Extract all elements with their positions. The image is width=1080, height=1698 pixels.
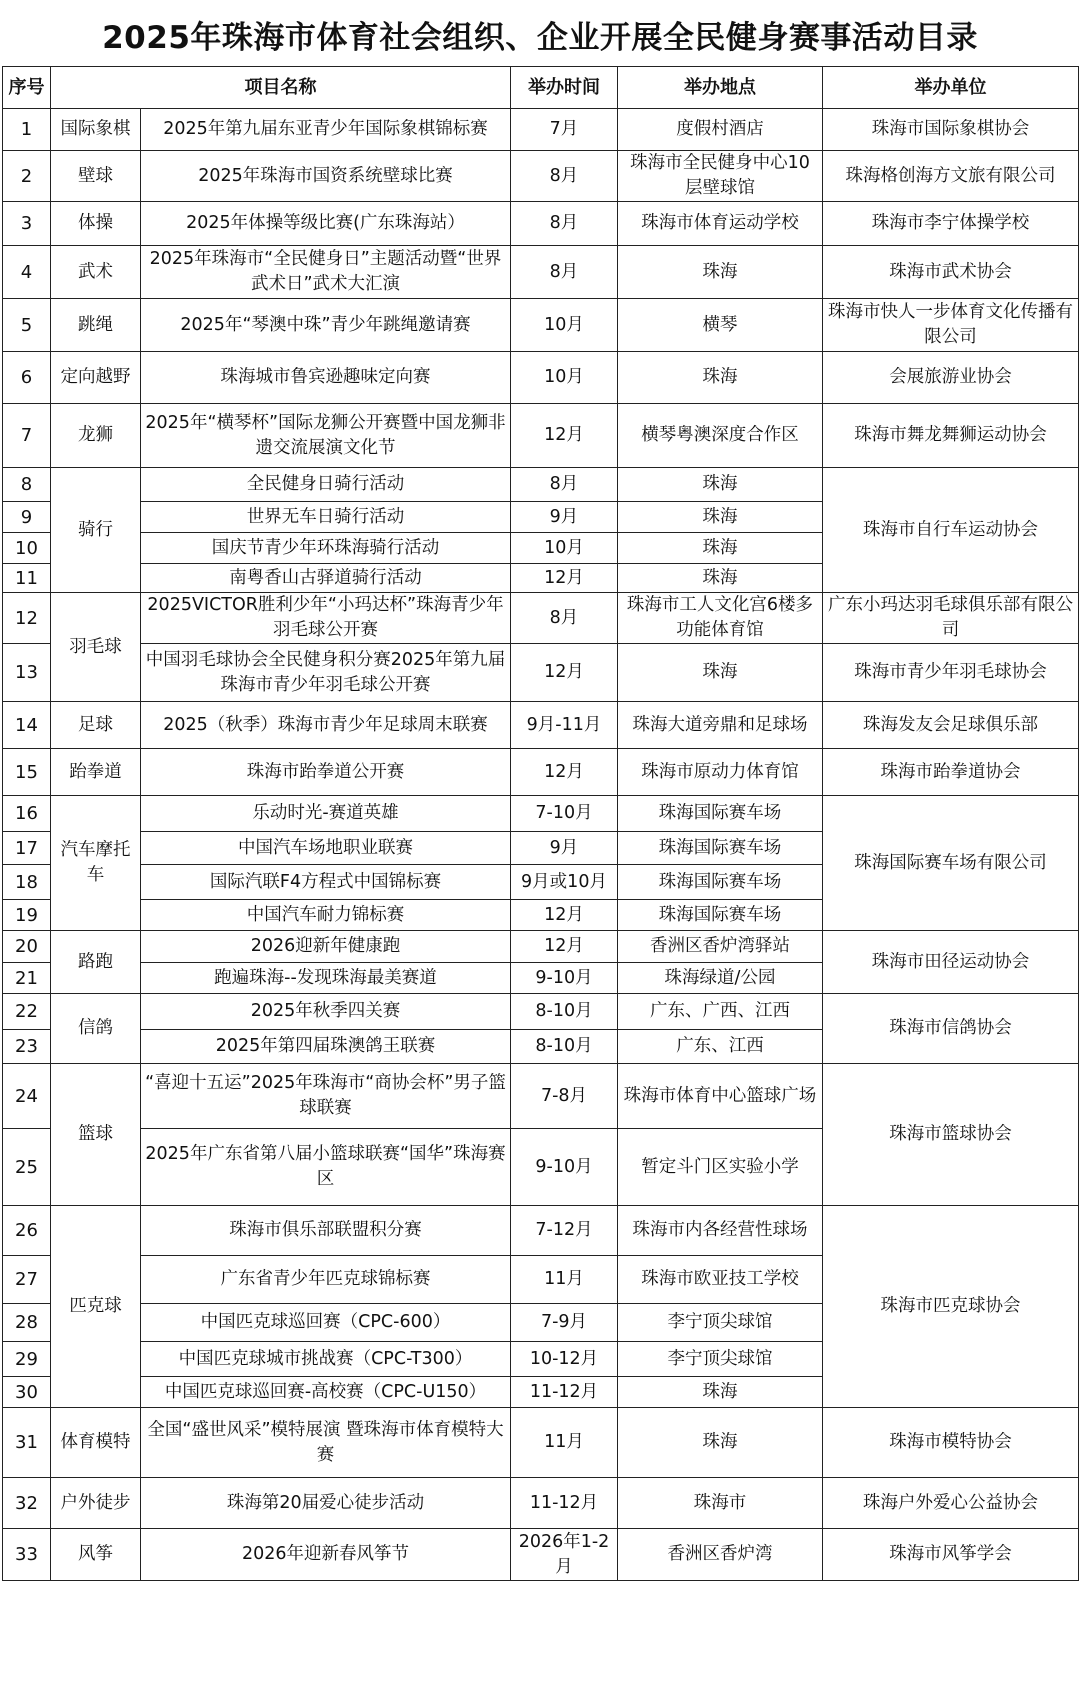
event-name-cell: 南粤香山古驿道骑行活动 [141,564,511,593]
event-time-cell: 12月 [511,900,618,931]
event-time-cell: 8月 [511,151,618,202]
category-cell: 足球 [51,702,141,749]
event-place-cell: 珠海市体育运动学校 [618,202,823,246]
row-number: 13 [3,644,51,702]
event-place-cell: 珠海 [618,533,823,564]
event-place-cell: 横琴粤澳深度合作区 [618,404,823,468]
event-place-cell: 珠海市内各经营性球场 [618,1206,823,1256]
organizer-cell: 珠海市跆拳道协会 [823,749,1079,796]
event-name-cell: 跑遍珠海--发现珠海最美赛道 [141,963,511,994]
event-time-cell: 8月 [511,593,618,644]
event-place-cell: 广东、广西、江西 [618,994,823,1030]
event-place-cell: 珠海 [618,246,823,299]
organizer-cell: 珠海市信鸽协会 [823,994,1079,1064]
event-place-cell: 李宁顶尖球馆 [618,1342,823,1377]
event-place-cell: 珠海市体育中心篮球广场 [618,1064,823,1129]
event-time-cell: 11-12月 [511,1478,618,1529]
event-place-cell: 珠海市全民健身中心10层壁球馆 [618,151,823,202]
event-time-cell: 2026年1-2月 [511,1529,618,1581]
row-number: 1 [3,109,51,151]
event-time-cell: 11-12月 [511,1377,618,1408]
table-row [3,151,1079,202]
organizer-cell: 会展旅游业协会 [823,352,1079,404]
event-place-cell: 珠海 [618,468,823,502]
event-name-cell: “喜迎十五运”2025年珠海市“商协会杯”男子篮球联赛 [141,1064,511,1129]
event-time-cell: 12月 [511,404,618,468]
event-name-cell: 中国汽车耐力锦标赛 [141,900,511,931]
event-place-cell: 珠海绿道/公园 [618,963,823,994]
category-cell: 信鸽 [51,994,141,1064]
header-place: 举办地点 [618,67,823,109]
row-number: 21 [3,963,51,994]
event-time-cell: 8-10月 [511,994,618,1030]
header-time: 举办时间 [511,67,618,109]
table-row [3,1529,1079,1581]
event-time-cell: 8月 [511,202,618,246]
event-name-cell: 2025（秋季）珠海市青少年足球周末联赛 [141,702,511,749]
row-number: 20 [3,931,51,963]
event-place-cell: 珠海大道旁鼎和足球场 [618,702,823,749]
event-place-cell: 珠海市工人文化宫6楼多功能体育馆 [618,593,823,644]
category-cell: 龙狮 [51,404,141,468]
category-cell: 武术 [51,246,141,299]
organizer-cell: 珠海发友会足球俱乐部 [823,702,1079,749]
table-row [3,796,1079,832]
table-row [3,1408,1079,1478]
table-row [3,246,1079,299]
event-place-cell: 珠海国际赛车场 [618,796,823,832]
table-row [3,299,1079,352]
event-time-cell: 7-12月 [511,1206,618,1256]
category-cell: 户外徒步 [51,1478,141,1529]
category-cell: 体育模特 [51,1408,141,1478]
row-number: 7 [3,404,51,468]
event-place-cell: 珠海国际赛车场 [618,900,823,931]
organizer-cell: 广东小玛达羽毛球俱乐部有限公司 [823,593,1079,644]
category-cell: 匹克球 [51,1206,141,1408]
row-number: 8 [3,468,51,502]
event-name-cell: 2025年第四届珠澳鸽王联赛 [141,1030,511,1064]
row-number: 32 [3,1478,51,1529]
event-name-cell: 珠海第20届爱心徒步活动 [141,1478,511,1529]
row-number: 5 [3,299,51,352]
event-place-cell: 珠海 [618,564,823,593]
event-place-cell: 珠海市欧亚技工学校 [618,1256,823,1304]
row-number: 17 [3,832,51,865]
table-row [3,202,1079,246]
category-cell: 羽毛球 [51,593,141,702]
organizer-cell: 珠海市快人一步体育文化传播有限公司 [823,299,1079,352]
row-number: 12 [3,593,51,644]
organizer-cell: 珠海市匹克球协会 [823,1206,1079,1408]
table-row [3,702,1079,749]
row-number: 4 [3,246,51,299]
organizer-cell: 珠海市篮球协会 [823,1064,1079,1206]
row-number: 14 [3,702,51,749]
event-place-cell: 广东、江西 [618,1030,823,1064]
header-name: 项目名称 [51,67,511,109]
event-place-cell: 横琴 [618,299,823,352]
row-number: 27 [3,1256,51,1304]
event-time-cell: 12月 [511,931,618,963]
event-name-cell: 2025年“琴澳中珠”青少年跳绳邀请赛 [141,299,511,352]
event-place-cell: 珠海 [618,352,823,404]
table-row [3,1206,1079,1256]
event-time-cell: 12月 [511,564,618,593]
event-name-cell: 中国匹克球巡回赛-高校赛（CPC-U150） [141,1377,511,1408]
event-name-cell: 中国汽车场地职业联赛 [141,832,511,865]
event-place-cell: 珠海市原动力体育馆 [618,749,823,796]
event-name-cell: 中国匹克球巡回赛（CPC-600） [141,1304,511,1342]
event-place-cell: 珠海 [618,502,823,533]
event-name-cell: 全民健身日骑行活动 [141,468,511,502]
category-cell: 国际象棋 [51,109,141,151]
row-number: 19 [3,900,51,931]
event-name-cell: 国庆节青少年环珠海骑行活动 [141,533,511,564]
event-time-cell: 9月 [511,832,618,865]
table-row [3,404,1079,468]
event-name-cell: 2026迎新年健康跑 [141,931,511,963]
event-time-cell: 12月 [511,644,618,702]
table-row [3,593,1079,644]
row-number: 26 [3,1206,51,1256]
row-number: 23 [3,1030,51,1064]
category-cell: 跆拳道 [51,749,141,796]
category-cell: 骑行 [51,468,141,593]
header-org: 举办单位 [823,67,1079,109]
event-place-cell: 度假村酒店 [618,109,823,151]
event-time-cell: 7-8月 [511,1064,618,1129]
organizer-cell: 珠海市田径运动协会 [823,931,1079,994]
table-row [3,749,1079,796]
table-row [3,468,1079,502]
event-name-cell: 2025VICTOR胜利少年“小玛达杯”珠海青少年羽毛球公开赛 [141,593,511,644]
row-number: 29 [3,1342,51,1377]
table-row [3,352,1079,404]
row-number: 31 [3,1408,51,1478]
event-name-cell: 2025年珠海市“全民健身日”主题活动暨“世界武术日”武术大汇演 [141,246,511,299]
row-number: 9 [3,502,51,533]
table-row [3,931,1079,963]
header-row [3,67,1079,109]
organizer-cell: 珠海市青少年羽毛球协会 [823,644,1079,702]
event-name-cell: 乐动时光-赛道英雄 [141,796,511,832]
event-name-cell: 全国“盛世风采”模特展演 暨珠海市体育模特大赛 [141,1408,511,1478]
row-number: 30 [3,1377,51,1408]
row-number: 24 [3,1064,51,1129]
row-number: 28 [3,1304,51,1342]
row-number: 11 [3,564,51,593]
category-cell: 风筝 [51,1529,141,1581]
event-place-cell: 暂定斗门区实验小学 [618,1129,823,1206]
row-number: 2 [3,151,51,202]
category-cell: 壁球 [51,151,141,202]
event-place-cell: 李宁顶尖球馆 [618,1304,823,1342]
event-place-cell: 珠海市 [618,1478,823,1529]
row-number: 22 [3,994,51,1030]
event-time-cell: 12月 [511,749,618,796]
row-number: 15 [3,749,51,796]
row-number: 6 [3,352,51,404]
event-time-cell: 7-9月 [511,1304,618,1342]
event-time-cell: 10月 [511,299,618,352]
organizer-cell: 珠海格创海方文旅有限公司 [823,151,1079,202]
row-number: 25 [3,1129,51,1206]
organizer-cell: 珠海市自行车运动协会 [823,468,1079,593]
event-time-cell: 9-10月 [511,963,618,994]
event-place-cell: 珠海国际赛车场 [618,832,823,865]
event-time-cell: 10月 [511,533,618,564]
event-time-cell: 8月 [511,246,618,299]
event-time-cell: 7月 [511,109,618,151]
organizer-cell: 珠海市武术协会 [823,246,1079,299]
event-name-cell: 珠海城市鲁宾逊趣味定向赛 [141,352,511,404]
organizer-cell: 珠海市李宁体操学校 [823,202,1079,246]
row-number: 18 [3,865,51,900]
table-row [3,644,1079,702]
event-place-cell: 珠海 [618,644,823,702]
event-time-cell: 7-10月 [511,796,618,832]
category-cell: 路跑 [51,931,141,994]
event-name-cell: 世界无车日骑行活动 [141,502,511,533]
table-row [3,109,1079,151]
table-row [3,1064,1079,1129]
category-cell: 跳绳 [51,299,141,352]
organizer-cell: 珠海市风筝学会 [823,1529,1079,1581]
row-number: 10 [3,533,51,564]
event-name-cell: 2025年第九届东亚青少年国际象棋锦标赛 [141,109,511,151]
category-cell: 定向越野 [51,352,141,404]
row-number: 33 [3,1529,51,1581]
events-table [2,66,1079,1581]
category-cell: 汽车摩托车 [51,796,141,931]
organizer-cell: 珠海国际赛车场有限公司 [823,796,1079,931]
event-time-cell: 8月 [511,468,618,502]
event-name-cell: 2025年珠海市国资系统壁球比赛 [141,151,511,202]
event-name-cell: 2025年“横琴杯”国际龙狮公开赛暨中国龙狮非遗交流展演文化节 [141,404,511,468]
header-no: 序号 [3,67,51,109]
event-name-cell: 2025年广东省第八届小篮球联赛“国华”珠海赛区 [141,1129,511,1206]
event-name-cell: 国际汽联F4方程式中国锦标赛 [141,865,511,900]
event-place-cell: 香洲区香炉湾 [618,1529,823,1581]
event-place-cell: 珠海 [618,1408,823,1478]
event-name-cell: 中国匹克球城市挑战赛（CPC-T300） [141,1342,511,1377]
document-title: 2025年珠海市体育社会组织、企业开展全民健身赛事活动目录 [102,19,978,56]
event-place-cell: 珠海国际赛车场 [618,865,823,900]
organizer-cell: 珠海市模特协会 [823,1408,1079,1478]
category-cell: 体操 [51,202,141,246]
organizer-cell: 珠海户外爱心公益协会 [823,1478,1079,1529]
event-time-cell: 11月 [511,1408,618,1478]
organizer-cell: 珠海市国际象棋协会 [823,109,1079,151]
row-number: 16 [3,796,51,832]
event-name-cell: 2025年体操等级比赛(广东珠海站） [141,202,511,246]
event-name-cell: 中国羽毛球协会全民健身积分赛2025年第九届珠海市青少年羽毛球公开赛 [141,644,511,702]
event-name-cell: 广东省青少年匹克球锦标赛 [141,1256,511,1304]
event-time-cell: 9月或10月 [511,865,618,900]
event-place-cell: 珠海 [618,1377,823,1408]
event-name-cell: 2026年迎新春风筝节 [141,1529,511,1581]
table-row [3,994,1079,1030]
event-place-cell: 香洲区香炉湾驿站 [618,931,823,963]
event-name-cell: 珠海市跆拳道公开赛 [141,749,511,796]
table-body [3,67,1079,1581]
event-name-cell: 2025年秋季四关赛 [141,994,511,1030]
event-time-cell: 9月 [511,502,618,533]
event-time-cell: 10-12月 [511,1342,618,1377]
row-number: 3 [3,202,51,246]
event-time-cell: 10月 [511,352,618,404]
category-cell: 篮球 [51,1064,141,1206]
table-row [3,1478,1079,1529]
event-time-cell: 8-10月 [511,1030,618,1064]
event-time-cell: 9-10月 [511,1129,618,1206]
organizer-cell: 珠海市舞龙舞狮运动协会 [823,404,1079,468]
event-time-cell: 11月 [511,1256,618,1304]
event-time-cell: 9月-11月 [511,702,618,749]
event-name-cell: 珠海市俱乐部联盟积分赛 [141,1206,511,1256]
